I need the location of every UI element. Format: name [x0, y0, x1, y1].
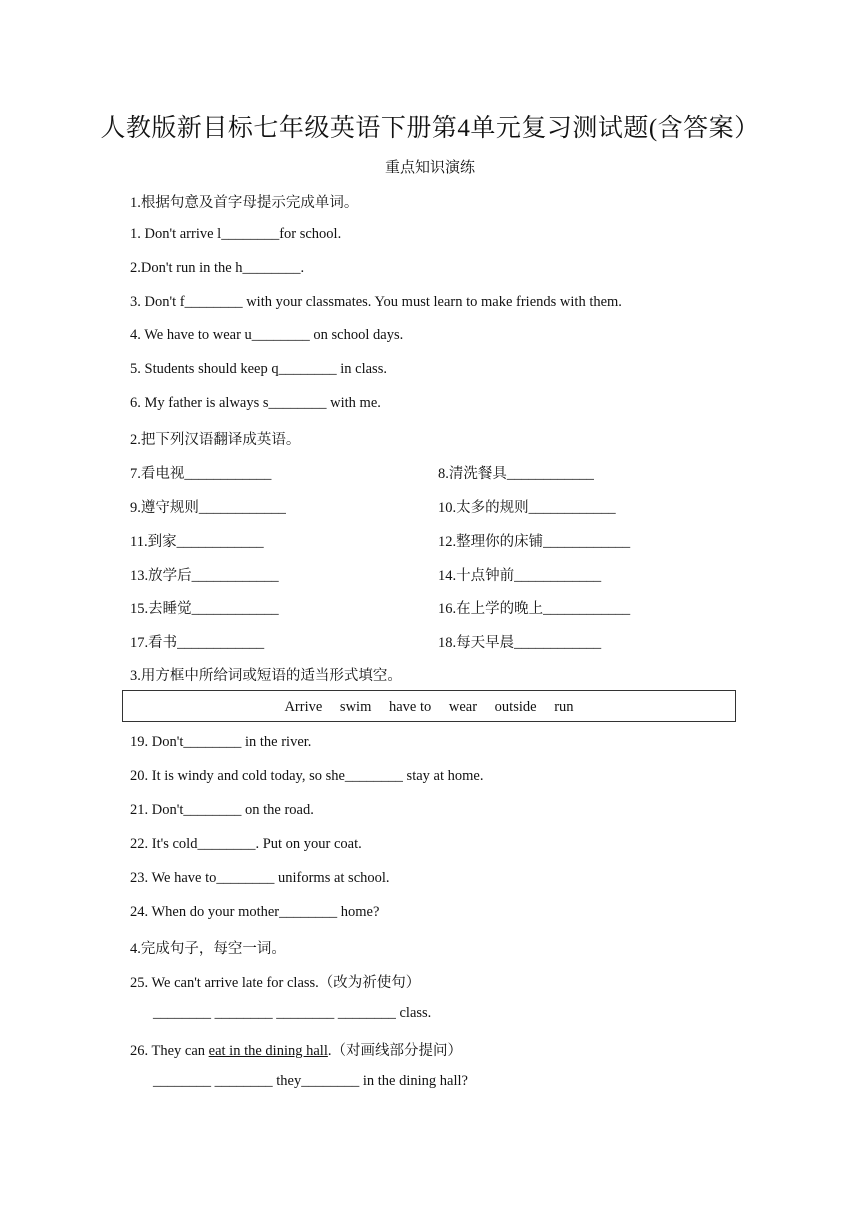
question-26 — [130, 1039, 462, 1060]
answer-line-25: ________ ________ ________ ________ class. — [153, 1005, 432, 1021]
question-8: 8.清洗餐具____________ — [438, 466, 594, 482]
question-21: 21. Don't________ on the road. — [130, 802, 314, 818]
question-9: 9.遵守规则____________ — [130, 500, 286, 516]
answer-line-26: ________ ________ they________ in the dining hall? — [153, 1073, 468, 1089]
question-26-suffix: .（对画线部分提问） — [327, 1043, 462, 1059]
document-subtitle: 重点知识演练 — [384, 160, 475, 176]
question-18: 18.每天早晨____________ — [438, 635, 602, 651]
question-11: 11.到家____________ — [130, 534, 264, 550]
question-7: 7.看电视____________ — [130, 466, 272, 482]
question-4: 4. We have to wear u________ on school days. — [130, 327, 404, 343]
section-heading-4: 4.完成句子，每空一词。 — [130, 941, 286, 957]
document-title: 人教版新目标七年级英语下册第4单元复习测试题(含答案） — [100, 115, 760, 142]
section-heading-1: 1.根据句意及首字母提示完成单词。 — [130, 195, 359, 211]
question-26-underlined: eat in the dining hall — [208, 1043, 328, 1059]
question-25: 25. We can't arrive late for class.（改为祈使句） — [130, 975, 421, 991]
question-23: 23. We have to________ uniforms at school. — [130, 870, 390, 886]
word-box-item: swim — [339, 699, 372, 715]
question-16: 16.在上学的晚上____________ — [438, 601, 631, 617]
section-heading-2: 2.把下列汉语翻译成英语。 — [130, 432, 301, 448]
question-19: 19. Don't________ in the river. — [130, 734, 312, 750]
question-10: 10.太多的规则____________ — [438, 500, 616, 516]
question-22: 22. It's cold________. Put on your coat. — [130, 836, 362, 852]
question-3: 3. Don't f________ with your classmates. You must learn to make friends with them. — [130, 294, 622, 310]
question-1: 1. Don't arrive l________for school. — [130, 226, 342, 242]
question-20: 20. It is windy and cold today, so she________ stay at home. — [130, 768, 484, 784]
question-15: 15.去睡觉____________ — [130, 601, 279, 617]
word-box-item: Arrive — [284, 699, 323, 715]
question-24: 24. When do your mother________ home? — [130, 904, 380, 920]
question-12: 12.整理你的床铺____________ — [438, 534, 631, 550]
word-box-item: run — [554, 699, 574, 715]
question-26-prefix: 26. They can — [130, 1043, 209, 1059]
question-17: 17.看书____________ — [130, 635, 265, 651]
word-box-item: wear — [448, 699, 478, 715]
word-box-item: have to — [388, 699, 432, 715]
question-5: 5. Students should keep q________ in class. — [130, 361, 387, 377]
question-2: 2.Don't run in the h________. — [130, 260, 305, 276]
word-box-item: outside — [494, 699, 537, 715]
question-13: 13.放学后____________ — [130, 568, 279, 584]
question-14: 14.十点钟前____________ — [438, 568, 602, 584]
question-6: 6. My father is always s________ with me. — [130, 395, 381, 411]
section-heading-3: 3.用方框中所给词或短语的适当形式填空。 — [130, 668, 402, 684]
word-box — [122, 690, 736, 722]
